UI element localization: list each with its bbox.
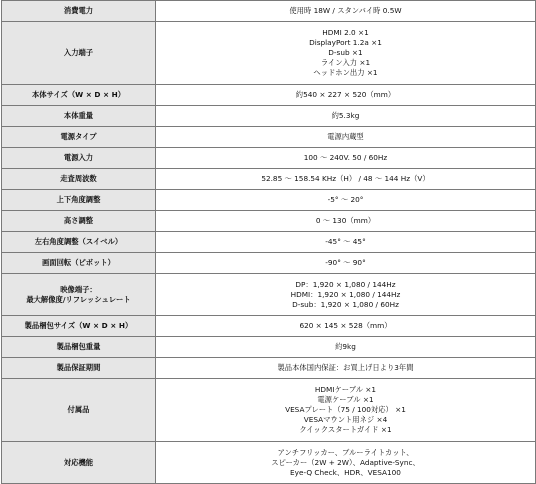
spec-label-scan-frequency	[2, 169, 156, 190]
spec-label-power-consumption	[2, 1, 156, 22]
spec-label-pivot	[2, 253, 156, 274]
spec-row-swivel	[2, 232, 536, 253]
spec-value-line: 100 ～ 240V. 50 / 60Hz	[303, 153, 388, 162]
spec-label-video-ports	[2, 274, 156, 316]
spec-label-line: 付属品	[67, 405, 90, 414]
spec-label-line: 本体重量	[63, 111, 94, 120]
spec-value-swivel	[156, 232, 536, 253]
spec-value-line: 620 × 145 × 528（mm）	[299, 321, 392, 330]
spec-value-warranty	[156, 358, 536, 379]
spec-row-power-type	[2, 127, 536, 148]
spec-value-line: 0 ～ 130（mm）	[315, 216, 376, 225]
spec-value-tilt	[156, 190, 536, 211]
spec-label-line: 電源タイプ	[60, 132, 97, 141]
spec-label-input-ports	[2, 22, 156, 85]
spec-value-line: 約5.3kg	[331, 111, 360, 120]
spec-value-line: D-sub：1,920 × 1,080 / 60Hz	[292, 299, 399, 309]
spec-value-scan-frequency	[156, 169, 536, 190]
spec-value-line: -5° ～ 20°	[327, 195, 364, 204]
spec-value-line: HDMIケーブル ×1	[314, 385, 377, 394]
spec-row-video-ports	[2, 274, 536, 316]
spec-label-line: 製品梱包サイズ（W × D × H）	[24, 321, 133, 330]
spec-value-line: 製品本体国内保証：お買上げ日より3年間	[277, 363, 414, 372]
spec-row-tilt	[2, 190, 536, 211]
spec-value-pivot	[156, 253, 536, 274]
spec-value-line: 約9kg	[335, 342, 356, 351]
spec-value-line: DisplayPort 1.2a ×1	[309, 38, 382, 47]
spec-label-line: 電源入力	[63, 153, 94, 162]
spec-value-line: 約540 × 227 × 520（mm）	[295, 90, 396, 99]
spec-value-power-input	[156, 148, 536, 169]
spec-label-features	[2, 442, 156, 484]
spec-value-accessories	[156, 379, 536, 442]
spec-value-package-size	[156, 316, 536, 337]
spec-value-package-weight	[156, 337, 536, 358]
spec-value-line: ヘッドホン出力 ×1	[313, 68, 378, 77]
spec-value-line: -90° ～ 90°	[325, 258, 366, 267]
spec-value-body-weight	[156, 106, 536, 127]
spec-value-line: 電源ケーブル ×1	[317, 395, 374, 404]
spec-value-video-ports	[156, 274, 536, 316]
spec-value-line: 電源内蔵型	[327, 132, 364, 141]
spec-label-package-weight	[2, 337, 156, 358]
spec-label-line: 画面回転（ピボット）	[42, 258, 115, 267]
spec-value-line: DP：1,920 × 1,080 / 144Hz	[295, 279, 396, 289]
spec-value-line: D-sub ×1	[328, 48, 363, 57]
spec-value-line: 使用時 18W / スタンバイ時 0.5W	[289, 6, 402, 15]
spec-value-line: HDMI：1,920 × 1,080 / 144Hz	[290, 289, 401, 299]
spec-label-line: 高さ調整	[63, 216, 94, 225]
spec-row-input-ports	[2, 22, 536, 85]
spec-row-power-input	[2, 148, 536, 169]
spec-row-package-weight	[2, 337, 536, 358]
spec-value-line: アンチフリッカー、ブルーライトカット、	[277, 447, 414, 457]
spec-label-body-size	[2, 85, 156, 106]
spec-value-line: ライン入力 ×1	[320, 58, 371, 67]
spec-value-line: クイックスタートガイド ×1	[299, 425, 392, 434]
spec-row-body-size	[2, 85, 536, 106]
spec-value-line: Eye-Q Check、HDR、VESA100	[290, 467, 401, 477]
spec-value-body-size	[156, 85, 536, 106]
spec-row-warranty	[2, 358, 536, 379]
spec-label-line: 本体サイズ（W × D × H）	[31, 90, 126, 99]
spec-table-body	[2, 1, 536, 484]
spec-row-features	[2, 442, 536, 484]
spec-label-line: 消費電力	[63, 6, 94, 15]
spec-label-body-weight	[2, 106, 156, 127]
spec-row-package-size	[2, 316, 536, 337]
spec-label-warranty	[2, 358, 156, 379]
spec-label-power-input	[2, 148, 156, 169]
spec-label-line: 入力端子	[63, 48, 94, 57]
spec-table	[1, 0, 536, 484]
spec-value-line: HDMI 2.0 ×1	[322, 28, 369, 37]
spec-label-package-size	[2, 316, 156, 337]
spec-label-line: 走査周波数	[60, 174, 97, 183]
spec-label-line: 映像端子：	[60, 284, 97, 294]
spec-row-accessories	[2, 379, 536, 442]
spec-label-line: 製品保証期間	[56, 363, 101, 372]
spec-value-input-ports	[156, 22, 536, 85]
spec-row-height-adjust	[2, 211, 536, 232]
spec-label-height-adjust	[2, 211, 156, 232]
spec-label-line: 製品梱包重量	[56, 342, 101, 351]
spec-value-line: 52.85 ～ 158.54 KHz（H） / 48 ～ 144 Hz（V）	[261, 174, 430, 183]
spec-label-line: 左右角度調整（スイベル）	[34, 237, 123, 246]
spec-label-line: 対応機能	[63, 457, 94, 467]
spec-label-accessories	[2, 379, 156, 442]
spec-value-features	[156, 442, 536, 484]
spec-value-power-consumption	[156, 1, 536, 22]
spec-row-power-consumption	[2, 1, 536, 22]
spec-value-line: VESAプレート（75 / 100対応） ×1	[285, 405, 406, 414]
spec-row-body-weight	[2, 106, 536, 127]
spec-value-line: スピーカー（2W + 2W）、Adaptive-Sync、	[271, 457, 420, 467]
spec-label-line: 上下角度調整	[56, 195, 101, 204]
spec-value-line: -45° ～ 45°	[325, 237, 366, 246]
spec-value-power-type	[156, 127, 536, 148]
spec-label-tilt	[2, 190, 156, 211]
spec-label-power-type	[2, 127, 156, 148]
spec-value-line: VESAマウント用ネジ ×4	[303, 415, 388, 424]
spec-label-line: 最大解像度/リフレッシュレート	[26, 294, 131, 304]
spec-value-height-adjust	[156, 211, 536, 232]
spec-row-pivot	[2, 253, 536, 274]
spec-label-swivel	[2, 232, 156, 253]
spec-row-scan-frequency	[2, 169, 536, 190]
